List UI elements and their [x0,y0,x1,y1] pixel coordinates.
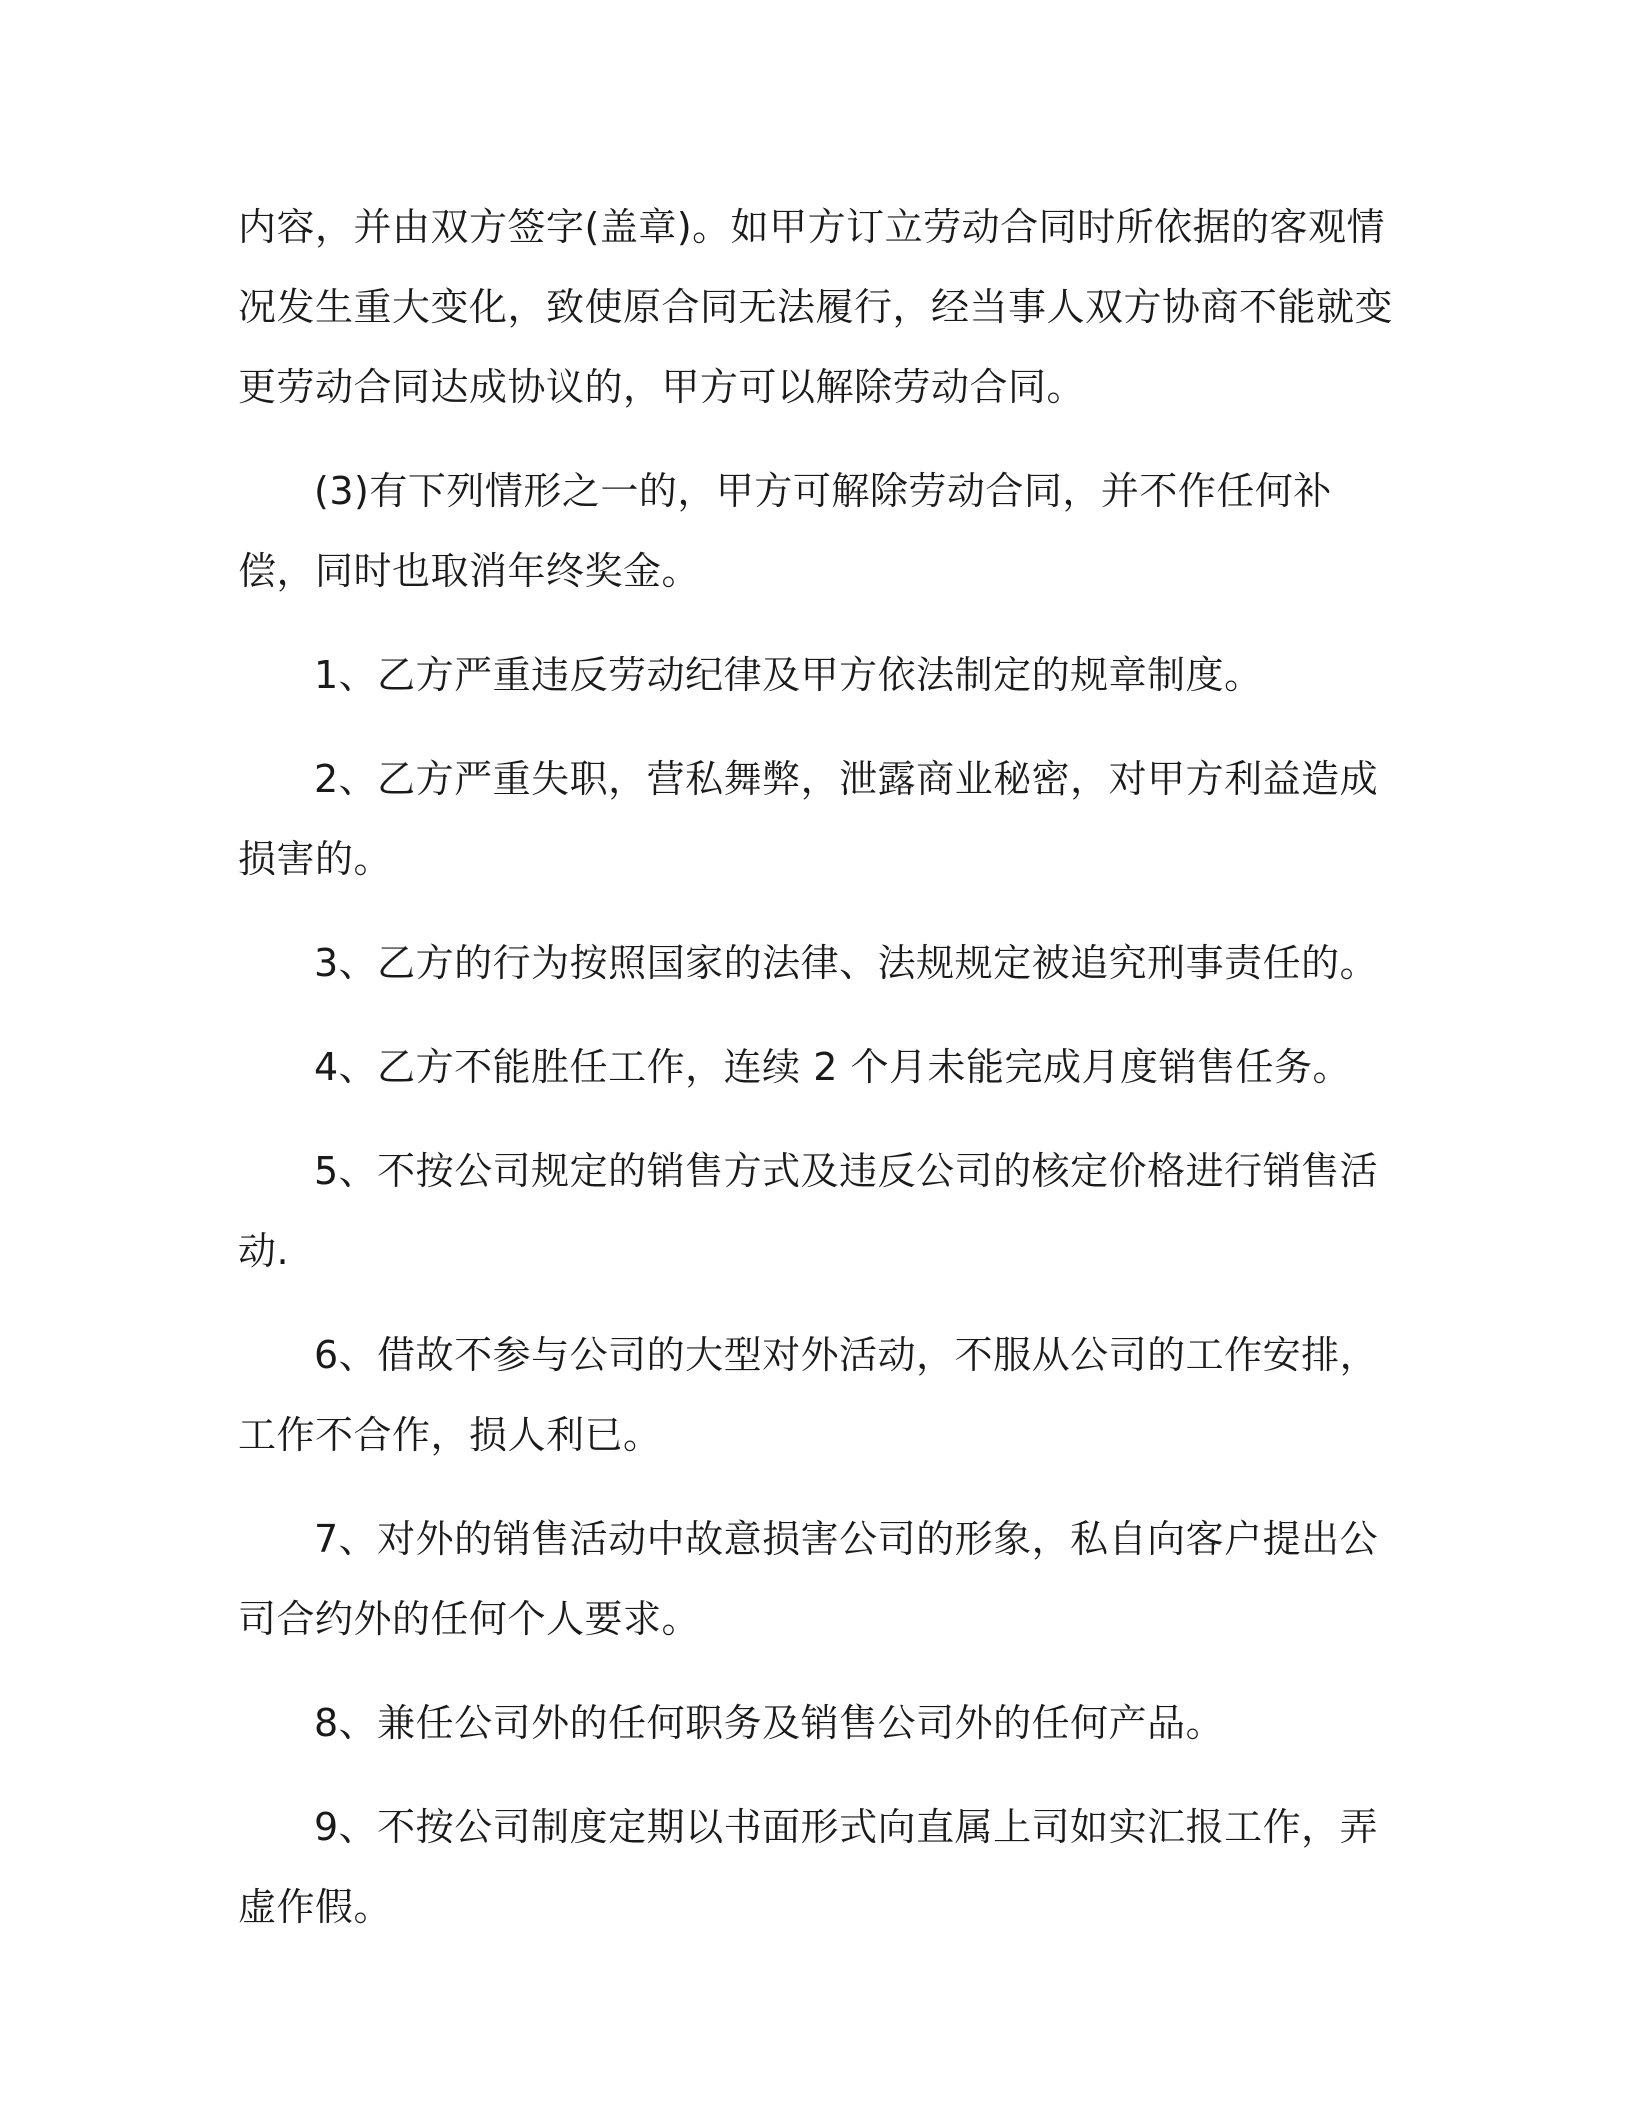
list-item-2: 2、乙方严重失职，营私舞弊，泄露商业秘密，对甲方利益造成损害的。 [238,757,1379,881]
document-body [238,187,1398,1971]
paragraph-clause-3: (3)有下列情形之一的，甲方可解除劳动合同，并不作任何补偿，同时也取消年终奖金。 [238,469,1332,593]
list-item-4: 4、乙方不能胜任工作，连续 2 个月未能完成月度销售任务。 [314,1045,1352,1089]
list-item-3: 3、乙方的行为按照国家的法律、法规规定被追究刑事责任的。 [314,941,1379,985]
list-item-8: 8、兼任公司外的任何职务及销售公司外的任何产品。 [314,1701,1225,1745]
list-item-9: 9、不按公司制度定期以书面形式向直属上司如实汇报工作，弄虚作假。 [238,1805,1379,1929]
list-item-6: 6、借故不参与公司的大型对外活动，不服从公司的工作安排，工作不合作，损人利已。 [238,1333,1379,1457]
paragraph-continuation: 内容，并由双方签字(盖章)。如甲方订立劳动合同时所依据的客观情况发生重大变化，致使原合同无法履行，经当事人双方协商不能就变更劳动合同达成协议的，甲方可以解除劳动合同。 [238,205,1394,409]
list-item-7: 7、对外的销售活动中故意损害公司的形象，私自向客户提出公司合约外的任何个人要求。 [238,1517,1379,1641]
list-item-5: 5、不按公司规定的销售方式及违反公司的核定价格进行销售活动. [238,1149,1379,1273]
list-item-1: 1、乙方严重违反劳动纪律及甲方依法制定的规章制度。 [314,653,1263,697]
